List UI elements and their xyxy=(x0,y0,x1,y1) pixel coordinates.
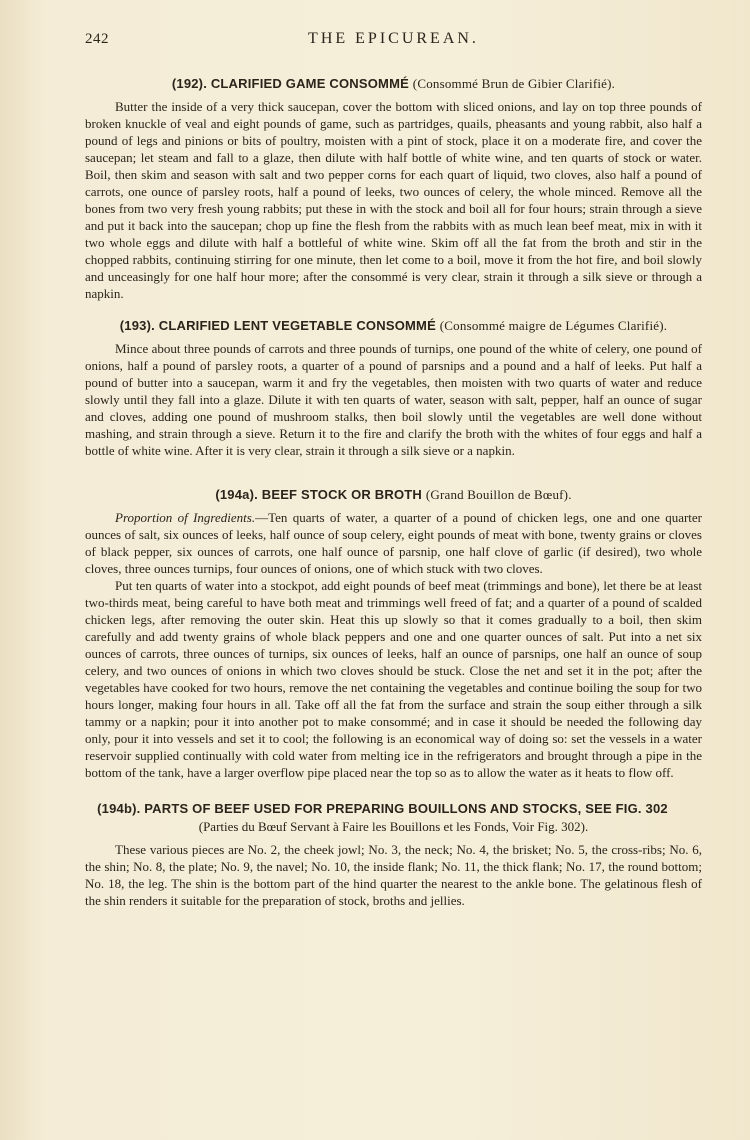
section-title xyxy=(85,318,702,334)
section-heading: (194a). BEEF STOCK OR BROTH xyxy=(215,487,423,502)
paragraph: These various pieces are No. 2, the cheek jowl; No. 3, the neck; No. 4, the brisket; No. 5, the cross-ribs; No. 6, the shin; No. 8, the plate; No. 9, the navel; No. 10, the inside flank; No. 11, the thick flank; No. 17, the round bottom; No. 18, the leg. The shin is the bottom part of the hind quarter the nearest to the ankle bone. The gelatinous flesh of the shin renders it suitable for the preparation of stock, broths and jellies. xyxy=(85,842,702,908)
section-title xyxy=(55,801,710,816)
paragraph xyxy=(85,509,702,577)
ingredients-lead: Proportion of Ingredients. xyxy=(115,510,256,525)
recipe-section-193 xyxy=(85,318,702,459)
ingredients-text: —Ten quarts of water, a quarter of a pound of chicken legs, one and one quarter ounces of salt, six ounces of leeks, half ounce of soup celery, eight pounds of meat with bone, twenty grains or cloves of black pepper, six ounces of carrots, one half ounce of parsnip, one half clove of garlic (if desired), two whole cloves, three ounces turnips, four ounces of onions, one of which stuck with two cloves. xyxy=(85,510,703,576)
section-subtitle: (Grand Bouillon de Bœuf). xyxy=(425,487,572,502)
section-heading: (193). CLARIFIED LENT VEGETABLE CONSOMMÉ xyxy=(119,318,436,333)
section-heading: (194b). PARTS OF BEEF USED FOR PREPARING BOUILLONS AND STOCKS, SEE FIG. 302 xyxy=(97,801,668,816)
recipe-section-192 xyxy=(85,76,702,302)
running-header xyxy=(85,30,702,56)
recipe-section-194a xyxy=(85,487,702,781)
recipe-section-194b xyxy=(85,801,702,909)
section-heading: (192). CLARIFIED GAME CONSOMMÉ xyxy=(171,76,409,91)
page-number: 242 xyxy=(85,31,109,47)
paragraph: Butter the inside of a very thick saucepan, cover the bottom with sliced onions, and lay on top three pounds of broken knuckle of veal and eight pounds of game, such as partridges, quails, pheasants and young rabbit, also half a pound of legs and pinions or bits of poultry, moisten with a pint of stock, place it on a moderate fire, and cover the saucepan; let steam and fall to a glaze, then dilute with half bottle of white wine, and ten quarts of stock or water. Boil, then skim and season with salt and two pepper corns for each quart of liquid, two cloves, also half a pound of carrots, one ounce of parsley roots, half a pound of leeks, two ounces of celery, the whole minced. Remove all the bones from two very fresh young rabbits; put these in with the stock and boil all for four hours; strain through a sieve and put it back into the saucepan; chop up fine the flesh from the rabbits with as much lean beef meat, mix in with it two whole eggs and dilute with half a bottleful of white wine. Skim off all the fat from the broth and stir in the chopped rabbits, continuing stirring for one minute, then let come to a boil, move it from the hot fire, and boil slowly and unceasingly for one half hour more; after the consommé is very clear, strain it through a silk sieve or through a napkin. xyxy=(85,99,702,301)
section-title xyxy=(85,76,702,92)
paragraph: Mince about three pounds of carrots and three pounds of turnips, one pound of the white of celery, one pound of onions, half a pound of parsley roots, a quarter of a pound of parsnips and a pound and a half of leeks. Put half a pound of butter into a saucepan, warm it and fry the vegetables, then moisten with two quarts of water and reduce slowly until they fall into a glaze. Dilute it with ten quarts of water, season with salt, pepper, half an ounce of sugar and cloves, adding one pound of mushroom stalks, then boil slowly until the vegetables are well done without mashing, and strain through a sieve. Return it to the fire and clarify the broth with the whites of four eggs and half a bottle of white wine. After it is very clear, strain it through a silk sieve or a napkin. xyxy=(85,341,702,458)
section-subtitle: (Consommé Brun de Gibier Clarifié). xyxy=(412,76,616,91)
paragraph: Put ten quarts of water into a stockpot, add eight pounds of beef meat (trimmings and bone), let there be at least two-thirds meat, being careful to have both meat and trimmings well freed of fat; and a quarter of a pound of scalded chicken legs, after removing the outer skin. Heat this up slowly so that it comes gradually to a boil, then skim carefully and add twenty grains of whole black peppers and one and one quarter ounces of salt. Put into a net six ounces of carrots, three ounces of turnips, six ounces of leeks, half an ounce of parsnips, one half an ounce of soup celery, and two ounces of onions in which two cloves should be stuck. Close the net and set it in the pot; after the vegetables have cooked for two hours, remove the net containing the vegetables and continue boiling the soup for two hours longer, making four hours in all. Take off all the fat from the surface and strain the soup either through a silk tammy or a napkin; pour it into another pot to make consommé; and in case it should be needed the following day only, pour it into vessels and set it to cool; the following is an economical way of doing so: set the vessels in a water reservoir supplied continually with cold water from melting ice in the refrigerators and brought through a pipe in the bottom of the tank, have a larger overflow pipe placed near the top so as to allow the water as it heats to flow off. xyxy=(85,578,702,780)
section-subtitle: (Consommé maigre de Légumes Clarifié). xyxy=(439,318,668,333)
running-title: THE EPICUREAN. xyxy=(308,30,479,47)
section-subtitle: (Parties du Bœuf Servant à Faire les Bouillons et les Fonds, Voir Fig. 302). xyxy=(198,819,589,834)
section-title xyxy=(85,487,702,503)
